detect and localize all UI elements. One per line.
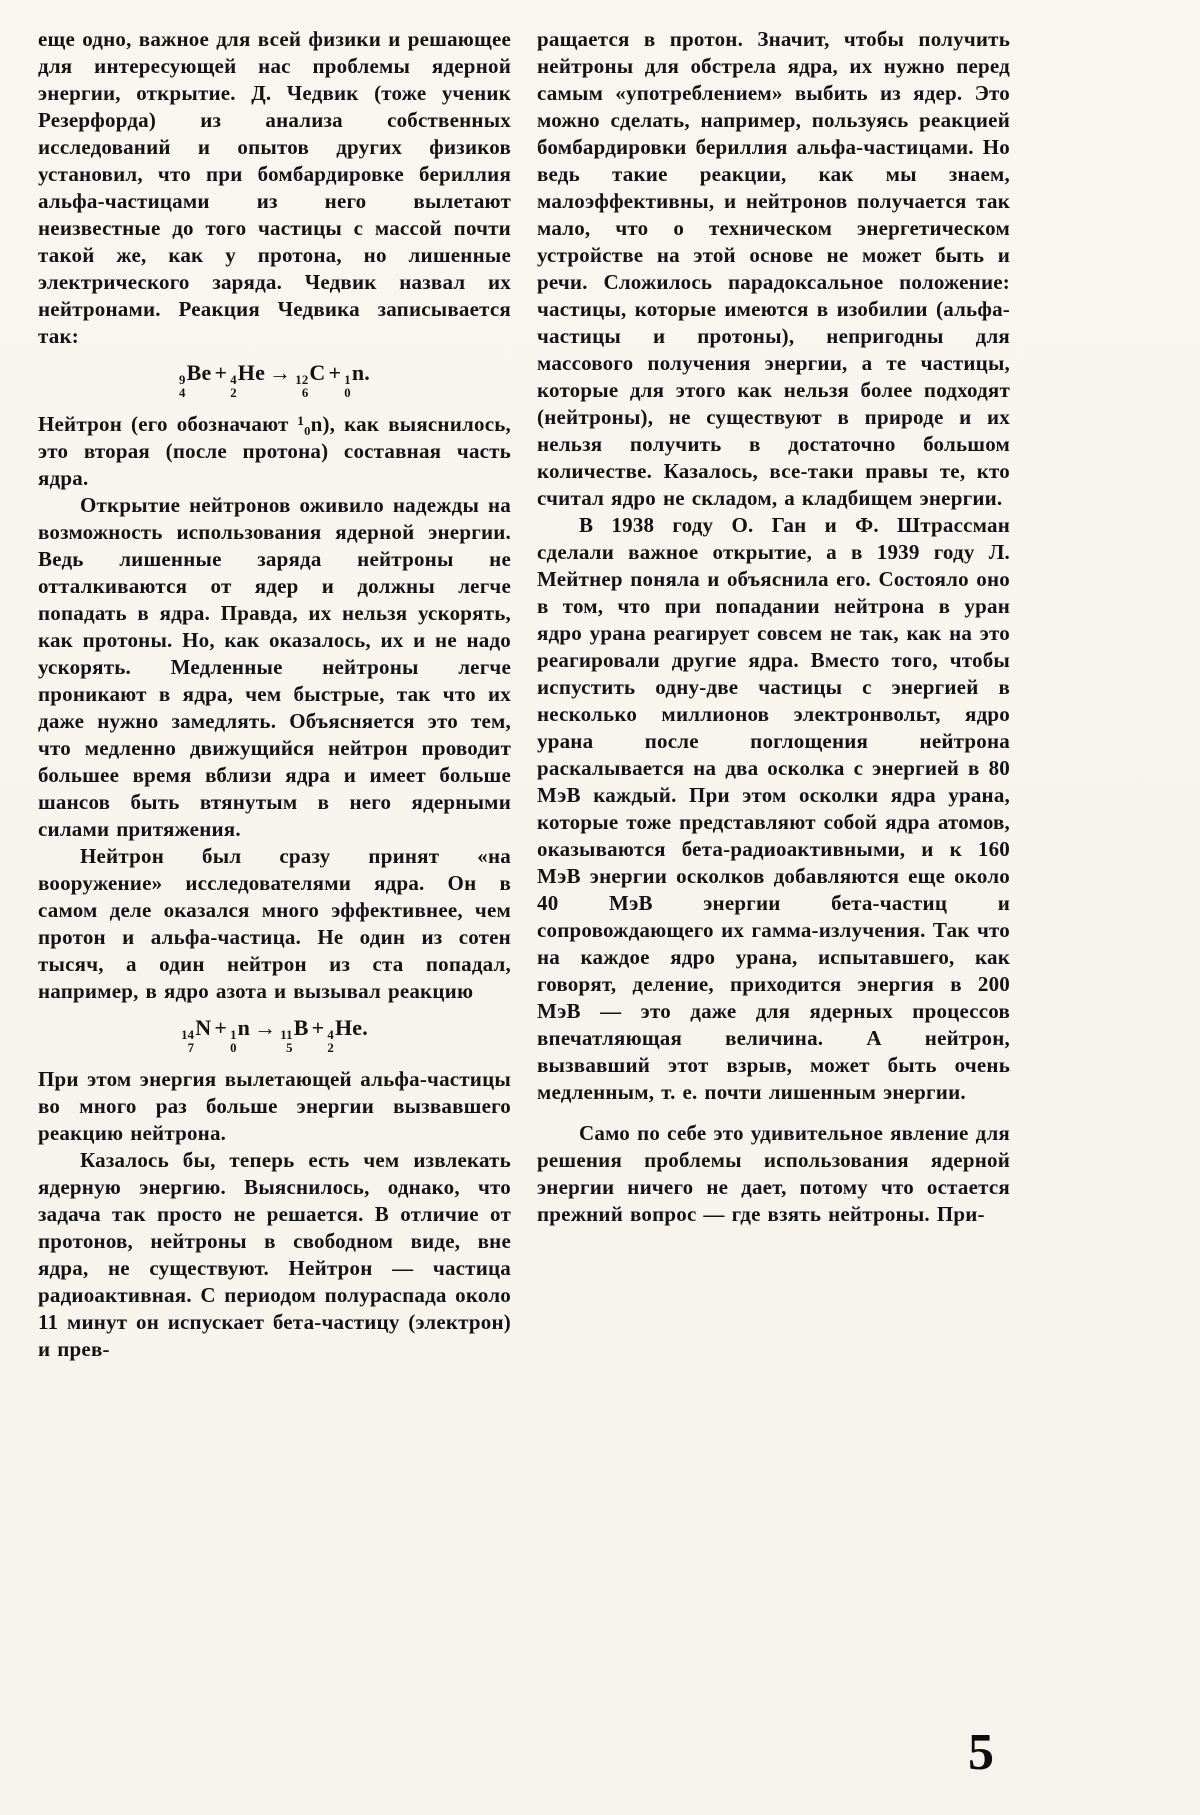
paragraph: ращается в протон. Значит, чтобы получить нейтроны для обстрела ядра, их нужно перед самым «употреблением» выбить из ядер. Это можно сделать, например, пользуясь реакцией бомбардировки бериллия альфа-частицами. Но ведь такие реакции, как мы знаем, малоэффективны, и нейтронов получается так мало, что о техническом энергетическом устройстве на этой основе не может быть и речи. Сложилось парадоксальное положение: частицы, которые имеются в изобилии (альфа-частицы и протоны), непригодны для массового получения энергии, а те частицы, которые для этого как нельзя более подходят (нейтроны), не существуют в природе и их нельзя получить в достаточно большом количестве. Казалось, все-таки правы те, кто считал ядро не складом, а кладбищем энергии. [537, 27, 1010, 510]
element-symbol: B [293, 1015, 309, 1041]
right-column [537, 26, 1010, 1363]
mass-number: 9 [179, 373, 186, 388]
nuclide-beryllium-9 [179, 359, 211, 400]
element-symbol: N [195, 1015, 212, 1041]
prescripts [295, 374, 308, 400]
element-symbol: C [309, 360, 326, 385]
atomic-number: 7 [187, 1041, 195, 1056]
nuclide-boron-11 [280, 1014, 308, 1055]
nuclear-reaction-formula-chadwick [38, 359, 511, 400]
mass-number: 4 [230, 373, 237, 388]
paragraph: Само по себе это удивительное явление для решения проблемы использования ядерной энергии ничего не дает, потому что остается прежний вопрос — где взять нейтроны. При- [537, 1121, 1010, 1226]
mass-number: 11 [280, 1028, 293, 1043]
atomic-number: 2 [230, 386, 237, 401]
nuclide-helium-4 [230, 359, 265, 400]
plus-sign: + [214, 360, 228, 385]
paragraph: Открытие нейтронов оживило надежды на возможность использования ядерной энергии. Ведь лишенные заряда нейтроны не отталкиваются от ядер и должны легче попадать в ядра. Правда, их нельзя ускорять, как протоны. Но, как оказалось, их и не надо ускорять. Медленные нейтроны легче проникают в ядра, чем быстрые, так что их даже нужно замедлять. Объясняется это тем, что медленно движущийся нейтрон проводит большее время вблизи ядра и имеет больше шансов быть втянутым в него ядерными силами притяжения. [38, 493, 511, 842]
prescripts [344, 374, 351, 400]
page-number: 5 [968, 1724, 994, 1781]
left-column [38, 26, 511, 1363]
period: . [364, 360, 370, 385]
nuclide-helium-4 [327, 1014, 362, 1055]
mass-number: 14 [181, 1028, 195, 1043]
prescripts [230, 374, 237, 400]
prescripts [280, 1029, 292, 1055]
prescripts [230, 1029, 237, 1055]
mass-number: 12 [295, 373, 309, 388]
atomic-number: 4 [179, 386, 186, 401]
nuclide-nitrogen-14 [181, 1014, 211, 1055]
element-symbol: n [351, 360, 365, 385]
mass-number: 1 [344, 373, 351, 388]
reaction-arrow-icon: → [269, 360, 292, 385]
atomic-number: 2 [327, 1041, 334, 1056]
element-symbol: Be [186, 360, 212, 385]
nuclide-neutron [230, 1014, 250, 1055]
prescripts [327, 1029, 334, 1055]
paragraph: При этом энергия вылетающей альфа-частицы во много раз больше энергии вызвавшего реакцию нейтрона. [38, 1067, 511, 1146]
mass-number: 1 [230, 1028, 237, 1043]
prescripts [179, 374, 186, 400]
atomic-number: 6 [301, 386, 309, 401]
paragraph: Нейтрон (его обозначают ¹₀n), как выяснилось, это вторая (после протона) составная часть ядра. [38, 412, 511, 491]
paragraph: В 1938 году О. Ган и Ф. Штрассман сделали важное открытие, а в 1939 году Л. Мейтнер поняла и объяснила его. Состояло оно в том, что при попадании нейтрона в уран ядро урана реагирует совсем не так, как на это реагировали другие ядра. Вместо того, чтобы испустить одну-две частицы с энергией в несколько миллионов электронвольт, ядро урана после поглощения нейтрона раскалывается на два осколка с энергией в 80 МэВ каждый. При этом осколки ядра урана, которые тоже представляют собой ядра атомов, оказываются бета-радиоактивными, и к 160 МэВ энергии осколков добавляются еще около 40 МэВ энергии бета-частиц и сопровождающего их гамма-излучения. Так что на каждое ядро урана, испытавшего, как говорят, деление, приходится энергия в 200 МэВ — это даже для ядерных процессов впечатляющая величина. А нейтрон, вызвавший этот взрыв, может быть очень медленным, т. е. почти лишенным энергии. [537, 513, 1010, 1104]
plus-sign: + [328, 360, 342, 385]
atomic-number: 5 [286, 1041, 293, 1056]
element-symbol: He [334, 1015, 363, 1041]
element-symbol: He [237, 360, 266, 385]
period: . [362, 1015, 368, 1041]
nuclear-reaction-formula-nitrogen [38, 1014, 511, 1055]
plus-sign: + [311, 1015, 325, 1041]
reaction-arrow-icon: → [254, 1015, 277, 1041]
atomic-number: 0 [344, 386, 351, 401]
mass-number: 4 [327, 1028, 334, 1043]
nuclide-neutron [344, 359, 364, 400]
paragraph: еще одно, важное для всей физики и решающее для интересующей нас проблемы ядерной энергии, открытие. Д. Чедвик (тоже ученик Резерфорда) из анализа собственных исследований и опытов других физиков установил, что при бомбардировке бериллия альфа-частицами из него вылетают неизвестные до того частицы с массой почти такой же, как у протона, но лишенные электрического заряда. Чедвик назвал их нейтронами. Реакция Чедвика записывается так: [38, 27, 511, 348]
element-symbol: n [237, 1015, 251, 1041]
nuclide-carbon-12 [295, 359, 325, 400]
plus-sign: + [214, 1015, 228, 1041]
paragraph: Нейтрон был сразу принят «на вооружение» исследователями ядра. Он в самом деле оказался много эффективнее, чем протон и альфа-частица. Не один из сотен тысяч, а один нейтрон из ста попадал, например, в ядро азота и вызывал реакцию [38, 844, 511, 1004]
atomic-number: 0 [230, 1041, 237, 1056]
paragraph: Казалось бы, теперь есть чем извлекать ядерную энергию. Выяснилось, однако, что задача так просто не решается. В отличие от протонов, нейтроны в свободном виде, вне ядра, не существуют. Нейтрон — частица радиоактивная. С периодом полураспада около 11 минут он испускает бета-частицу (электрон) и прев- [38, 1148, 511, 1362]
prescripts [181, 1029, 194, 1055]
